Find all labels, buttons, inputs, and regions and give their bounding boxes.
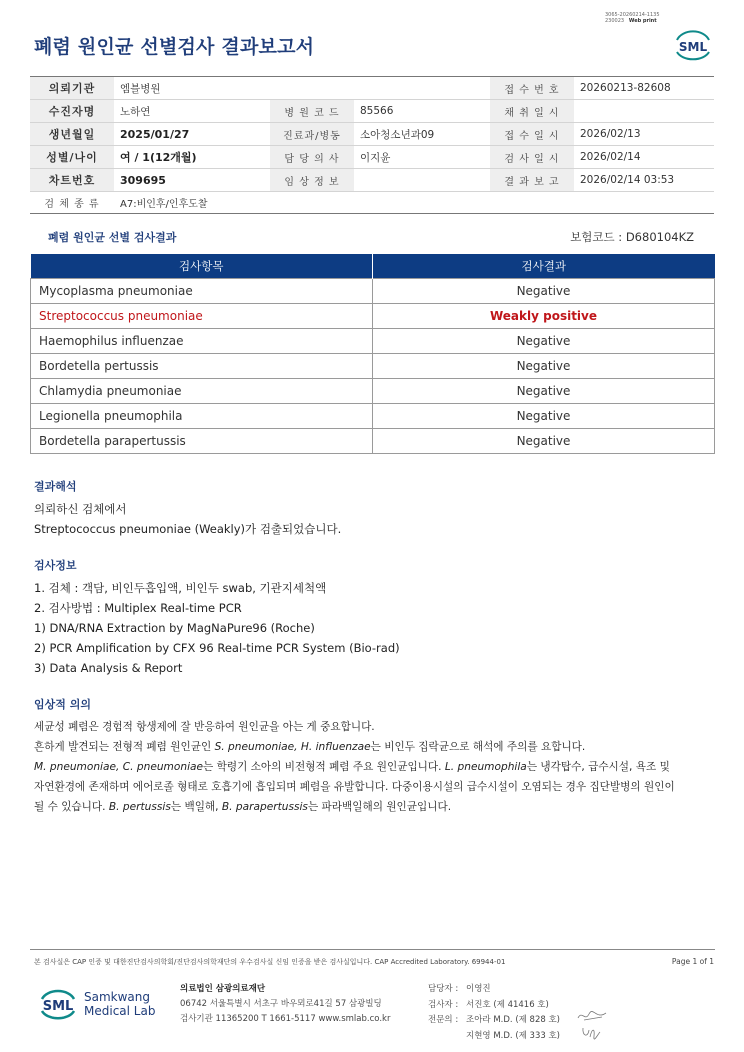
doctor-value: 이지윤	[354, 146, 490, 169]
samkwang-logo	[36, 982, 80, 1026]
table-row	[31, 403, 715, 428]
footer-divider	[30, 949, 715, 950]
print-id	[605, 12, 660, 24]
receipt-date-label: 접 수 일 시	[490, 123, 574, 146]
print-label: Web print	[628, 18, 657, 24]
accreditation-note: 본 검사실은 CAP 인증 및 대한진단검사의학회/진단검사의학재단의 우수검사실 신임 인증을 받은 검사실입니다. CAP Accredited Laboratory. 69944-01	[34, 958, 506, 966]
test-result: Negative	[373, 378, 715, 403]
test-item: Mycoplasma pneumoniae	[31, 278, 373, 303]
patient-info-table	[30, 76, 714, 214]
test-info-title: 검사정보	[34, 559, 77, 572]
test-info-section	[34, 557, 400, 678]
info-row	[30, 169, 714, 192]
signature-2	[580, 1024, 602, 1040]
clinical-line	[34, 797, 724, 817]
staff-role: 검사자 :	[428, 999, 459, 1010]
report-title: 폐렴 원인균 선별검사 결과보고서	[34, 36, 315, 58]
staff-role: 담당자 :	[428, 984, 459, 994]
clinical-significance-section	[34, 696, 724, 817]
staff-row	[428, 1029, 560, 1045]
test-date-value: 2026/02/14	[574, 146, 714, 169]
clinical-text: 는 백일해,	[170, 801, 222, 813]
receipt-no-value: 20260213-82608	[574, 77, 714, 100]
sml-logo-text: SML	[678, 40, 708, 54]
table-row	[31, 353, 715, 378]
info-row	[30, 123, 714, 146]
staff-name: 이영진	[466, 984, 491, 994]
hospital-code-value: 85566	[354, 100, 490, 123]
interpretation-line: 의뢰하신 검체에서	[34, 502, 127, 516]
table-row	[31, 328, 715, 353]
brand-name	[84, 990, 155, 1018]
table-row-positive	[31, 303, 715, 328]
collect-date-label: 채 취 일 시	[490, 100, 574, 123]
print-id-line-1: 3065-20260214-1135	[605, 12, 660, 18]
info-row	[30, 77, 714, 100]
receipt-no-label: 접 수 번 호	[490, 77, 574, 100]
test-result: Negative	[373, 328, 715, 353]
interpretation-line: Streptococcus pneumoniae (Weakly)가 검출되었습니다.	[34, 522, 342, 536]
test-info-line: 1. 검체 : 객담, 비인두흡입액, 비인두 swab, 기관지세척액	[34, 581, 327, 595]
test-item: Streptococcus pneumoniae	[31, 303, 373, 328]
clinical-line	[34, 757, 724, 777]
clinical-species: M. pneumoniae, C. pneumoniae	[34, 761, 204, 773]
clinical-text: 는 비인두 집락균으로 해석에 주의를 요합니다.	[370, 741, 586, 753]
test-result: Weakly positive	[373, 303, 715, 328]
chart-value: 309695	[114, 169, 270, 192]
dept-value: 소아청소년과09	[354, 123, 490, 146]
chart-label: 차트번호	[30, 169, 114, 192]
requester-value: 엠블병원	[114, 77, 490, 100]
clinical-species: B. parapertussis	[221, 801, 308, 813]
specimen-value: A7:비인후/인후도찰	[114, 192, 714, 214]
table-row	[31, 428, 715, 453]
test-result: Negative	[373, 353, 715, 378]
brand-line-2: Medical Lab	[84, 1004, 156, 1018]
clinical-species: B. pertussis	[108, 801, 171, 813]
collect-date-value	[574, 100, 714, 123]
clinical-info-label: 임 상 정 보	[270, 169, 354, 192]
info-row	[30, 100, 714, 123]
corp-contact: 검사기관 11365200 T 1661-5117 www.smlab.co.kr	[180, 1014, 391, 1024]
staff-name: 조아라 M.D. (제 828 호)	[466, 1015, 561, 1025]
report-date-value: 2026/02/14 03:53	[574, 169, 714, 192]
staff-name: 서진호 (제 41416 호)	[466, 999, 549, 1010]
doctor-label: 담 당 의 사	[270, 146, 354, 169]
print-id-line-2: 230023	[605, 18, 625, 24]
page-number: Page 1 of 1	[671, 957, 714, 966]
test-item: Bordetella pertussis	[31, 353, 373, 378]
birth-label: 생년월일	[30, 123, 114, 146]
corp-info	[180, 982, 390, 1027]
staff-row	[428, 982, 560, 998]
test-date-label: 검 사 일 시	[490, 146, 574, 169]
sml-logo	[672, 26, 714, 64]
signature-1	[576, 1008, 608, 1024]
patient-label: 수진자명	[30, 100, 114, 123]
birth-value: 2025/01/27	[114, 123, 270, 146]
results-header-row	[31, 254, 715, 278]
test-info-line: 1) DNA/RNA Extraction by MagNaPure96 (Roche)	[34, 621, 315, 635]
staff-list	[428, 982, 560, 1044]
insurance-code: 보험코드 : D680104KZ	[570, 230, 694, 244]
samkwang-logo-text: SML	[42, 999, 74, 1014]
sexage-value: 여 / 1(12개월)	[114, 146, 270, 169]
corp-address: 06742 서울특별시 서초구 바우뫼로41길 57 삼광빌딩	[180, 999, 382, 1009]
clinical-text: 될 수 있습니다.	[34, 801, 109, 813]
dept-label: 진료과/병동	[270, 123, 354, 146]
clinical-text: 는 파라백일해의 원인균입니다.	[307, 801, 452, 813]
table-row	[31, 278, 715, 303]
test-info-line: 2. 검사방법 : Multiplex Real-time PCR	[34, 601, 242, 615]
sexage-label: 성별/나이	[30, 146, 114, 169]
interpretation-title: 결과해석	[34, 480, 77, 493]
test-item: Legionella pneumophila	[31, 403, 373, 428]
clinical-text: 는 냉각탑수, 급수시설, 욕조 및	[526, 761, 670, 773]
info-row	[30, 192, 714, 214]
specimen-label: 검 체 종 류	[30, 192, 114, 214]
info-row	[30, 146, 714, 169]
clinical-line	[34, 737, 724, 757]
staff-row	[428, 1013, 560, 1029]
test-item: Chlamydia pneumoniae	[31, 378, 373, 403]
test-result: Negative	[373, 278, 715, 303]
clinical-text: 는 학령기 소아의 비전형적 폐렴 주요 원인균입니다.	[203, 761, 445, 773]
staff-role	[428, 1029, 466, 1045]
test-result: Negative	[373, 428, 715, 453]
clinical-info-value	[354, 169, 490, 192]
col-header-result: 검사결과	[373, 254, 715, 278]
patient-value: 노하연	[114, 100, 270, 123]
clinical-line: 자연환경에 존재하며 에어로졸 형태로 호흡기에 흡입되며 폐렴을 유발합니다. 다중이용시설의 급수시설이 오염되는 경우 집단발병의 원인이	[34, 781, 675, 793]
test-info-line: 2) PCR Amplification by CFX 96 Real-time PCR System (Bio-rad)	[34, 641, 400, 655]
brand-line-1: Samkwang	[84, 990, 150, 1004]
results-table	[30, 254, 715, 454]
test-item: Haemophilus influenzae	[31, 328, 373, 353]
col-header-item: 검사항목	[31, 254, 373, 278]
report-date-label: 결 과 보 고	[490, 169, 574, 192]
requester-label: 의뢰기관	[30, 77, 114, 100]
hospital-code-label: 병 원 코 드	[270, 100, 354, 123]
test-result: Negative	[373, 403, 715, 428]
clinical-text: 흔하게 발견되는 전형적 폐렴 원인균인	[34, 741, 215, 753]
staff-name: 지현영 M.D. (제 333 호)	[466, 1030, 561, 1041]
clinical-significance-title: 임상적 의의	[34, 698, 91, 711]
staff-row	[428, 998, 560, 1014]
clinical-line: 세균성 폐렴은 경험적 항생제에 잘 반응하여 원인균을 아는 게 중요합니다.	[34, 721, 375, 733]
receipt-date-value: 2026/02/13	[574, 123, 714, 146]
test-item: Bordetella parapertussis	[31, 428, 373, 453]
corp-name: 의료법인 삼광의료재단	[180, 984, 266, 994]
test-info-line: 3) Data Analysis & Report	[34, 661, 183, 675]
staff-role: 전문의 :	[428, 1015, 459, 1025]
clinical-species: L. pneumophila	[444, 761, 527, 773]
clinical-species: S. pneumoniae, H. influenzae	[214, 741, 371, 753]
results-section-title: 폐렴 원인균 선별 검사결과	[48, 231, 177, 244]
table-row	[31, 378, 715, 403]
interpretation-section	[34, 478, 341, 539]
